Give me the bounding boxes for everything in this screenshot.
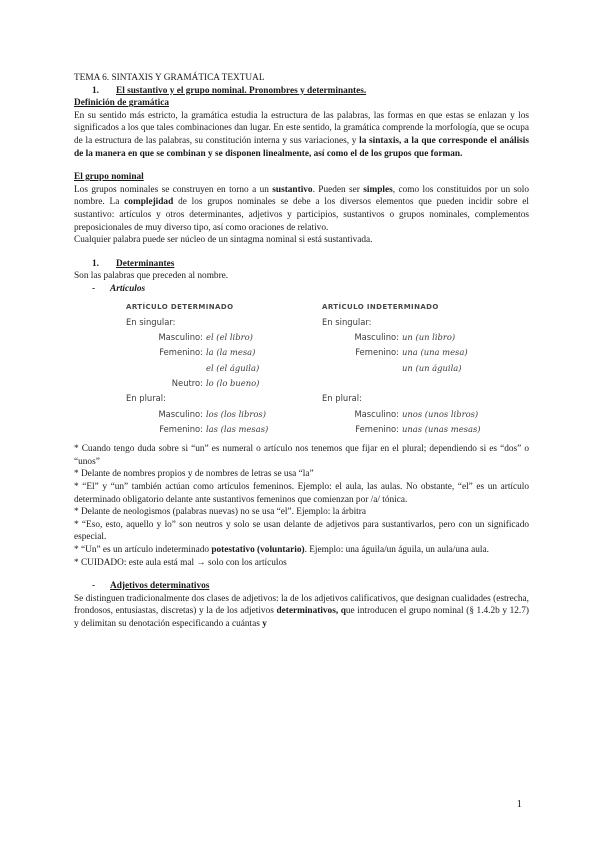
- section-number: 1.: [92, 85, 99, 96]
- dash-bullet-2: -: [92, 581, 96, 592]
- articulo-determinado-column: [126, 300, 322, 438]
- art-indet-pfem-row: [322, 422, 518, 437]
- note-el-un-femeninos: * “El” y “un” también actúan como artículos femeninos. Ejemplo: el aula, las aulas. No obstante, “el” es un artículo determinado obligatorio delante ante sustantivos femeninos que comienzan por /a/ tónica.: [74, 481, 529, 505]
- art-indet-fem-example: una (una mesa): [402, 347, 468, 358]
- art-indet-fem-row: [322, 345, 518, 360]
- page-content: [74, 72, 529, 630]
- note-potestativo: [74, 544, 529, 557]
- art-indet-fem-row-2: [322, 361, 518, 376]
- gn-bold-complejidad: complejidad: [124, 197, 174, 208]
- adj-text-2: ue introducen el grupo nominal (§ 1.4.2b y 12.7) y delimitan su denotación especificando a cuántas: [74, 606, 529, 629]
- note-potestativo-bold: potestativo (voluntario): [211, 544, 305, 555]
- section-heading-1: [74, 85, 529, 98]
- art-det-masc-example: el (el libro): [206, 332, 253, 343]
- art-indet-singular: En singular:: [322, 316, 372, 327]
- art-indet-blank-row: [322, 376, 518, 391]
- art-det-masc-label: Masculino:: [158, 332, 203, 343]
- art-indet-masc-label: Masculino:: [354, 332, 399, 343]
- note-numeral: * Cuando tengo duda sobre si “un” es numeral o artículo nos tenemos que fijar en el plural; dependiendo si es “dos” o “unos”: [74, 444, 529, 467]
- art-det-neutro-row: [126, 376, 322, 391]
- art-det-pfem-label: Femenino:: [159, 423, 203, 434]
- gn-text-2: . Pueden ser: [312, 184, 364, 195]
- art-det-masc-row: [126, 330, 322, 345]
- gn-bold-simples: simples: [363, 184, 393, 195]
- determinantes-heading: [74, 258, 529, 271]
- doc-title: TEMA 6. SINTAXIS Y GRAMÁTICA TEXTUAL: [74, 73, 265, 83]
- gn-text-3: , como los constituidos por un solo nombre. La: [74, 184, 529, 208]
- art-det-fem-row: [126, 345, 322, 360]
- note-cuidado: * CUIDADO: este aula está mal → solo con los artículos: [74, 557, 287, 568]
- definition-paragraph: [74, 110, 529, 160]
- articulo-indeterminado-column: [322, 300, 518, 438]
- determinantes-intro: Son las palabras que preceden al nombre.: [74, 271, 229, 282]
- adj-bold-y: y: [262, 618, 267, 629]
- note-neutros: * “Eso, esto, aquello y lo” son neutros y solo se usan delante de adjetivos para sustantivarlos, pero con un significado especial.: [74, 519, 529, 543]
- art-indet-pfem-label: Femenino:: [355, 423, 399, 434]
- art-det-pmasc-example: los (los libros): [206, 408, 266, 419]
- art-det-pfem-row: [126, 422, 322, 437]
- grupo-nominal-paragraph: [74, 184, 529, 234]
- note-potestativo-pre: * “Un” es un artículo indeterminado: [74, 544, 212, 555]
- art-indet-plural: En plural:: [322, 393, 362, 404]
- art-det-pmasc-row: [126, 407, 322, 422]
- dash-bullet: -: [92, 283, 96, 294]
- page-number: 1: [516, 798, 522, 810]
- art-det-fem-label: Femenino:: [159, 347, 203, 358]
- art-indet-fem-example-2: un (un águila): [402, 362, 462, 373]
- definition-heading: Definición de gramática: [74, 98, 170, 109]
- art-indet-fem-label: Femenino:: [355, 347, 399, 358]
- determinantes-number: 1.: [92, 258, 99, 269]
- definition-bold-text: la sintaxis, a la que corresponde el análisis de la manera en que se combinan y se disponen linealmente, así como el de los grupos que forman.: [74, 135, 529, 159]
- adj-bold-determinativos: determinativos, q: [276, 606, 346, 617]
- adj-text-1: Se distinguen tradicionalmente dos clases de adjetivos: la de los adjetivos calificativos, que designan cualidades (estrecha, frondosos, entusiastas, discretas) y la de los adjetivos: [74, 593, 529, 617]
- adjetivos-heading: [74, 580, 529, 593]
- art-det-pfem-example: las (las mesas): [206, 423, 269, 434]
- articulos-title: Artículos: [110, 283, 146, 294]
- section-title: El sustantivo y el grupo nominal. Pronombres y determinantes.: [116, 85, 367, 96]
- art-det-pmasc-label: Masculino:: [158, 408, 203, 419]
- note-neologismos: * Delante de neologismos (palabras nuevas) no se usa “el”. Ejemplo: la árbitra: [74, 507, 366, 518]
- art-det-neutro-example: lo (lo bueno): [206, 377, 260, 388]
- articles-table: [126, 300, 529, 438]
- art-indet-masc-row: [322, 330, 518, 345]
- adjetivos-title: Adjetivos determinativos: [110, 581, 210, 592]
- art-indet-pmasc-row: [322, 407, 518, 422]
- gn-bold-sustantivo: sustantivo: [272, 184, 313, 195]
- art-det-neutro-label: Neutro:: [171, 377, 203, 388]
- note-potestativo-post: . Ejemplo: una águila/un águila, un aula/una aula.: [304, 544, 489, 555]
- note-nombres-propios: * Delante de nombres propios y de nombres de letras se usa “la”: [74, 469, 314, 480]
- art-det-fem-example-2: el (el águila): [206, 362, 260, 373]
- art-det-fem-row-2: [126, 361, 322, 376]
- articulos-heading: [74, 283, 529, 296]
- grupo-nominal-heading: El grupo nominal: [74, 172, 144, 183]
- definition-text: En su sentido más estricto, la gramática estudia la estructura de las palabras, las formas en que estas se enlazan y los significados a los que tales combinaciones dan lugar. En este sentido, la gramática comprende la morfología, que se ocupa de la estructura de las palabras, su constitución interna y sus variaciones, y: [74, 110, 529, 146]
- art-indet-head: ARTÍCULO INDETERMINADO: [322, 302, 439, 311]
- determinantes-title: Determinantes: [116, 258, 175, 269]
- art-indet-pmasc-label: Masculino:: [354, 408, 399, 419]
- art-det-fem-example: la (la mesa): [206, 347, 256, 358]
- grupo-nominal-line-2: Cualquier palabra puede ser núcleo de un sintagma nominal si está sustantivada.: [74, 235, 373, 246]
- adjetivos-paragraph: [74, 593, 529, 631]
- art-det-plural: En plural:: [126, 393, 166, 404]
- art-indet-masc-example: un (un libro): [402, 332, 456, 343]
- art-det-singular: En singular:: [126, 316, 176, 327]
- gn-text-1: Los grupos nominales se construyen en torno a un: [74, 184, 273, 195]
- art-det-head: ARTÍCULO DETERMINADO: [126, 302, 234, 311]
- art-indet-pfem-example: unas (unas mesas): [402, 423, 481, 434]
- art-indet-pmasc-example: unos (unos libros): [402, 408, 479, 419]
- gn-text-4: de los grupos nominales se debe a los diversos elementos que pueden incidir sobre el sustantivo: artículos y otros determinantes, adjetivos y participios, sustantivos o grupos nominales, complementos preposicionales de muy diverso tipo, así como oraciones de relativo.: [74, 197, 529, 233]
